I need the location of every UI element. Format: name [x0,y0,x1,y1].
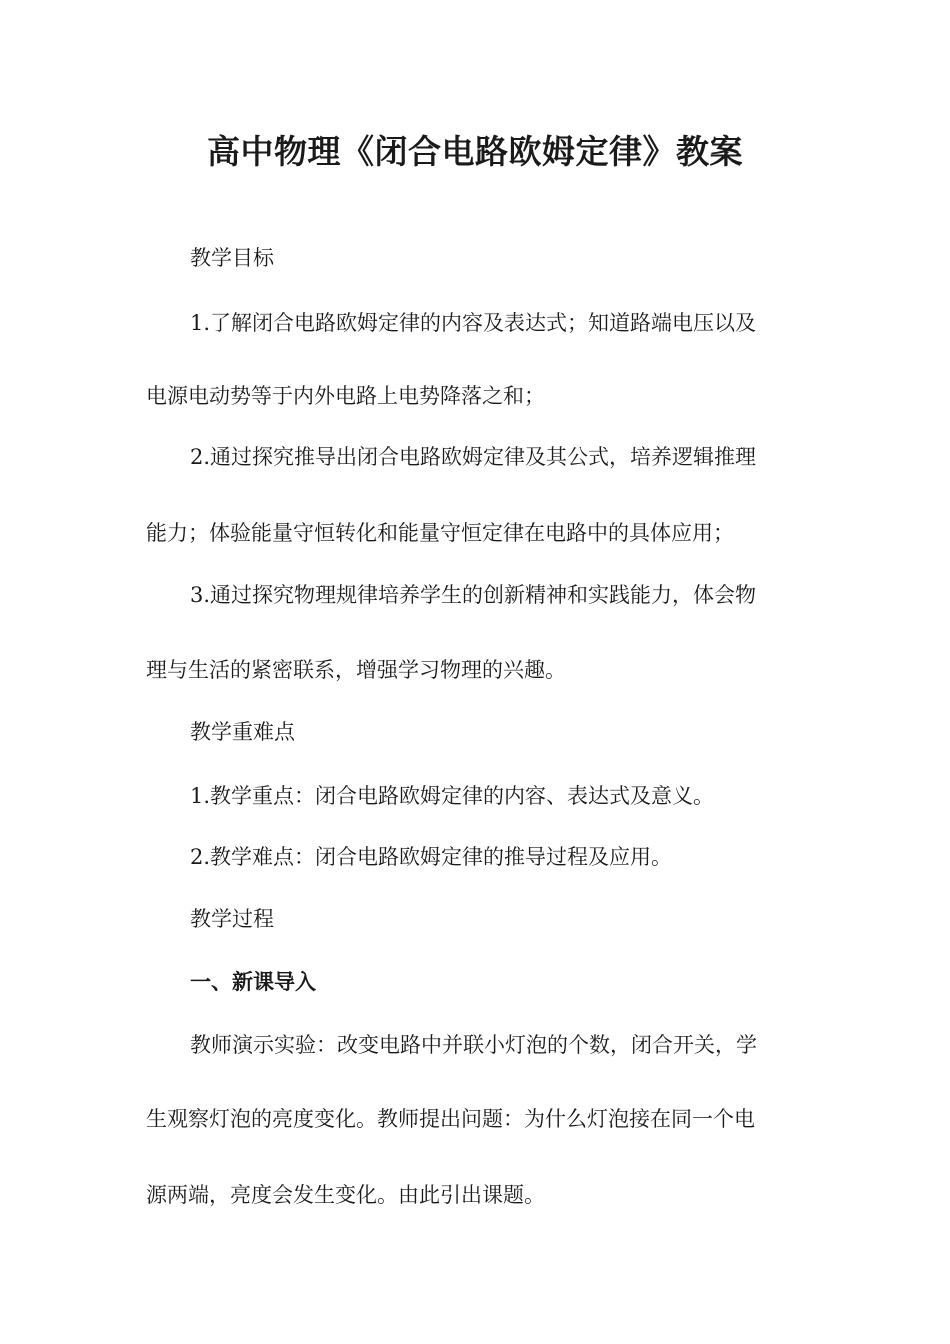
objective-1-line-2: 电源电动势等于内外电路上电势降落之和； [146,384,545,408]
intro-paragraph-line-3: 源两端，亮度会发生变化。由此引出课题。 [146,1183,545,1207]
objective-2-line-1: 2.通过探究推导出闭合电路欧姆定律及其公式，培养逻辑推理 [190,445,757,469]
objective-3-line-1: 3.通过探究物理规律培养学生的创新精神和实践能力，体会物 [190,583,757,607]
intro-paragraph-line-2: 生观察灯泡的亮度变化。教师提出问题：为什么灯泡接在同一个电 [146,1107,755,1131]
key-point-2: 2.教学难点：闭合电路欧姆定律的推导过程及应用。 [190,845,673,869]
objective-2-line-2: 能力；体验能量守恒转化和能量守恒定律在电路中的具体应用； [146,521,734,545]
section-heading-process: 教学过程 [190,907,274,931]
subsection-heading-intro: 一、新课导入 [190,970,316,994]
section-heading-objectives: 教学目标 [190,246,274,270]
key-point-1: 1.教学重点：闭合电路欧姆定律的内容、表达式及意义。 [190,784,715,808]
objective-3-line-2: 理与生活的紧密联系，增强学习物理的兴趣。 [146,658,566,682]
objective-1-line-1: 1.了解闭合电路欧姆定律的内容及表达式；知道路端电压以及 [190,311,757,335]
intro-paragraph-line-1: 教师演示实验：改变电路中并联小灯泡的个数，闭合开关，学 [190,1033,757,1057]
document-title: 高中物理《闭合电路欧姆定律》教案 [207,132,743,171]
section-heading-key-points: 教学重难点 [190,720,295,744]
